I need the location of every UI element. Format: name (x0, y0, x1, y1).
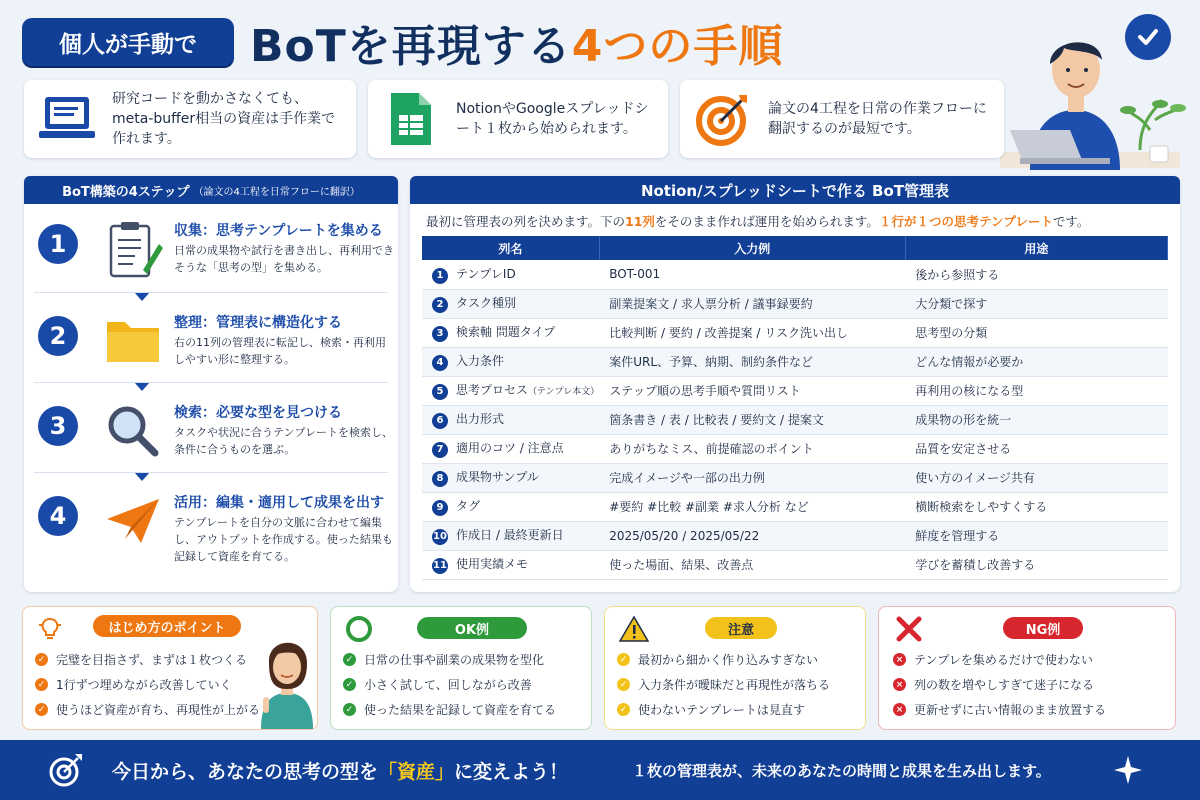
table-row (422, 405, 1168, 434)
cell-example: 比較判断 / 要約 / 改善提案 / リスク洗い出し (599, 318, 905, 347)
cell-purpose: 横断検索をしやすくする (905, 492, 1167, 521)
step-1 (24, 210, 398, 302)
title-accent: 4つの手順 (571, 21, 784, 72)
table-row (422, 260, 1168, 289)
list-item-text: 使うほど資産が育ち、再現性が上がる (56, 703, 261, 717)
caution-list (617, 647, 830, 722)
caution-tag: 注意 (705, 617, 777, 639)
divider (34, 292, 388, 293)
column-header: 列名 (422, 236, 599, 260)
cell-example: 副業提案文 / 求人票分析 / 議事録要約 (599, 289, 905, 318)
cell-column-name (422, 260, 599, 289)
list-item (617, 647, 830, 672)
cell-purpose: どんな情報が必要か (905, 347, 1167, 376)
table-row (422, 376, 1168, 405)
cell-column-name (422, 405, 599, 434)
list-item (617, 697, 830, 722)
spreadsheet-icon (380, 91, 442, 147)
row-number: 9 (432, 500, 448, 516)
cell-column-name (422, 521, 599, 550)
check-dot-icon: ✓ (35, 653, 48, 666)
step-title: 活用：編集・適用して成果を出す (174, 495, 384, 511)
row-number: 2 (432, 297, 448, 313)
cell-example: 箇条書き / 表 / 比較表 / 要約文 / 提案文 (599, 405, 905, 434)
x-dot-icon: × (893, 703, 906, 716)
table-row (422, 521, 1168, 550)
cell-purpose: 成果物の形を統一 (905, 405, 1167, 434)
column-name: 出力形式 (456, 412, 505, 426)
laptop-icon (36, 91, 98, 147)
ok-card (330, 606, 592, 730)
steps-panel-header (24, 176, 398, 204)
info-card-2-text: NotionやGoogleスプレッドシート１枚から始められます。 (456, 101, 649, 137)
list-item (343, 697, 556, 722)
step-title: 検索：必要な型を見つける (174, 405, 342, 421)
cell-column-name (422, 289, 599, 318)
paper-plane-icon (98, 490, 168, 552)
cell-example: 使った場面、結果、改善点 (599, 550, 905, 579)
cell-purpose: 鮮度を管理する (905, 521, 1167, 550)
cell-purpose: 大分類で探す (905, 289, 1167, 318)
footer-lead-highlight: 「資産」 (378, 760, 455, 783)
cell-purpose: 思考型の分類 (905, 318, 1167, 347)
step-arrow (134, 292, 150, 301)
step-title: 収集：思考テンプレートを集める (174, 223, 383, 239)
list-item-text: 完璧を目指さず、まずは１枚つくる (56, 653, 248, 667)
column-header: 用途 (905, 236, 1167, 260)
list-item (893, 647, 1106, 672)
footer-lead-text: に変えよう！ (454, 760, 569, 783)
column-name: 検索軸 問題タイプ (456, 325, 556, 339)
alert-dot-icon: ✓ (617, 653, 630, 666)
person-at-laptop-illustration (990, 20, 1190, 170)
step-desc: 右の11列の管理表に転記し、検索・再利用しやすい形に整理する。 (174, 336, 386, 366)
warning-icon (619, 615, 649, 647)
list-item-text: 1行ずつ埋めながら改善していく (56, 678, 232, 692)
cell-example: 完成イメージや一部の出力例 (599, 463, 905, 492)
column-name: タスク種別 (456, 296, 517, 310)
steps-panel-title: BoT構築の4ステップ (62, 184, 190, 200)
ng-card (878, 606, 1176, 730)
clipboard-icon (98, 218, 168, 280)
list-item (35, 672, 260, 697)
column-header: 入力例 (599, 236, 905, 260)
step-2 (24, 302, 398, 394)
divider (34, 382, 388, 383)
step-title: 整理：管理表に構造化する (174, 315, 342, 331)
x-dot-icon: × (893, 653, 906, 666)
table-header-row (422, 236, 1168, 260)
list-item (343, 647, 556, 672)
info-card-1 (24, 80, 356, 158)
check-dot-icon: ✓ (343, 703, 356, 716)
list-item (893, 697, 1106, 722)
column-name: 作成日 / 最終更新日 (456, 528, 564, 542)
list-item-text: 使わないテンプレートは見直す (638, 703, 805, 717)
magnifier-icon (98, 400, 168, 462)
list-item-text: 使った結果を記録して資産を育てる (364, 703, 557, 717)
circle-ok-icon (345, 615, 373, 647)
step-arrow (134, 382, 150, 391)
caution-card (604, 606, 866, 730)
page-title (250, 10, 783, 74)
row-number: 10 (432, 529, 448, 545)
template-table (422, 236, 1168, 580)
list-item (35, 697, 260, 722)
column-name: テンプレID (456, 266, 516, 281)
cell-column-name (422, 376, 599, 405)
table-row (422, 347, 1168, 376)
step-number: 4 (38, 496, 78, 536)
cell-column-name (422, 463, 599, 492)
column-name: 成果物サンプル (456, 470, 539, 484)
cell-column-name (422, 434, 599, 463)
list-item-text: 更新せずに古い情報のまま放置する (914, 703, 1107, 717)
row-number: 3 (432, 326, 448, 342)
cell-column-name (422, 318, 599, 347)
check-dot-icon: ✓ (343, 653, 356, 666)
list-item-text: 小さく試して、回しながら改善 (364, 678, 532, 692)
intro-text: をそのまま作れば運用を始められます。 (654, 214, 879, 229)
step-desc: テンプレートを自分の文脈に合わせて編集し、アウトプットを作成する。使った結果も記録して資産を育てる。 (174, 516, 393, 563)
tips-tag: はじめ方のポイント (93, 615, 241, 637)
footer-tail: １枚の管理表が、未来のあなたの時間と成果を生み出します。 (632, 761, 1051, 780)
folder-icon (98, 310, 168, 372)
row-number: 11 (432, 558, 448, 574)
alert-dot-icon: ✓ (617, 678, 630, 691)
column-name: 適用のコツ / 注意点 (456, 441, 564, 455)
intro-text: 最初に管理表の列を決めます。下の (426, 214, 626, 229)
woman-illustration (255, 627, 317, 733)
intro-highlight: 11列 (625, 214, 655, 229)
cell-purpose: 再利用の核になる型 (905, 376, 1167, 405)
list-item-text: 列の数を増やしすぎて迷子になる (914, 678, 1095, 692)
table-row (422, 289, 1168, 318)
check-dot-icon: ✓ (35, 678, 48, 691)
cell-example: ありがちなミス、前提確認のポイント (599, 434, 905, 463)
column-name: 入力条件 (456, 354, 505, 368)
alert-dot-icon: ✓ (617, 703, 630, 716)
list-item-text: 入力条件が曖昧だと再現性が落ちる (638, 678, 831, 692)
check-dot-icon: ✓ (35, 703, 48, 716)
cell-purpose: 後から参照する (905, 260, 1167, 289)
template-table-panel (410, 176, 1180, 592)
table-row (422, 463, 1168, 492)
info-card-3-text: 論文の4工程を日常の作業フローに翻訳するのが最短です。 (768, 101, 987, 137)
list-item (343, 672, 556, 697)
step-arrow (134, 472, 150, 481)
column-name: タグ (456, 499, 481, 513)
intro-highlight: １行が１つの思考テンプレート (878, 214, 1053, 229)
cell-example: 案件URL、予算、納期、制約条件など (599, 347, 905, 376)
cell-purpose: 学びを蓄積し改善する (905, 550, 1167, 579)
column-note: （テンプレ本文） (528, 387, 600, 397)
steps-panel-subtitle: （論文の4工程を日常フローに翻訳） (193, 186, 360, 198)
step-desc: タスクや状況に合うテンプレートを検索し、条件に合うものを選ぶ。 (174, 426, 394, 456)
row-number: 6 (432, 413, 448, 429)
list-item-text: テンプレを集めるだけで使わない (914, 653, 1093, 667)
title-main: BoTを再現する (250, 21, 572, 72)
row-number: 5 (432, 384, 448, 400)
target-icon (692, 91, 754, 147)
ok-tag: OK例 (417, 617, 527, 639)
intro-text: です。 (1052, 214, 1090, 229)
table-row (422, 434, 1168, 463)
step-desc: 日常の成果物や試行を書き出し、再利用できそうな「思考の型」を集める。 (174, 244, 394, 274)
cell-purpose: 品質を安定させる (905, 434, 1167, 463)
table-panel-header: Notion/スプレッドシートで作る BoT管理表 (410, 176, 1180, 204)
check-dot-icon: ✓ (343, 678, 356, 691)
info-card-2 (368, 80, 668, 158)
row-number: 4 (432, 355, 448, 371)
cell-example: 2025/05/20 / 2025/05/22 (599, 521, 905, 550)
step-number: 3 (38, 406, 78, 446)
list-item (617, 672, 830, 697)
cell-column-name (422, 347, 599, 376)
footer-banner (0, 740, 1200, 800)
cell-purpose: 使い方のイメージ共有 (905, 463, 1167, 492)
column-name: 思考プロセス (456, 383, 529, 397)
x-dot-icon: × (893, 678, 906, 691)
cross-icon (895, 615, 923, 647)
list-item-text: 日常の仕事や副業の成果物を型化 (364, 653, 545, 667)
row-number: 7 (432, 442, 448, 458)
footer-lead (112, 757, 568, 784)
table-row (422, 318, 1168, 347)
step-number: 2 (38, 316, 78, 356)
info-card-1-text: 研究コードを動かさなくても、meta-buffer相当の資産は手作業で作れます。 (112, 91, 336, 147)
tips-list (35, 647, 260, 722)
row-number: 1 (432, 268, 448, 284)
ng-tag: NG例 (1003, 617, 1083, 639)
list-item (35, 647, 260, 672)
cell-column-name (422, 492, 599, 521)
table-row (422, 492, 1168, 521)
cell-column-name (422, 550, 599, 579)
table-row (422, 550, 1168, 579)
divider (34, 472, 388, 473)
cell-example: BOT-001 (599, 260, 905, 289)
list-item (893, 672, 1106, 697)
cell-example: #要約 #比較 #副業 #求人分析 など (599, 492, 905, 521)
ng-list (893, 647, 1106, 722)
step-3 (24, 392, 398, 484)
row-number: 8 (432, 471, 448, 487)
cell-example: ステップ順の思考手順や質問リスト (599, 376, 905, 405)
column-name: 使用実績メモ (456, 557, 529, 571)
step-4 (24, 482, 398, 574)
info-card-3 (680, 80, 1004, 158)
tips-card (22, 606, 318, 730)
ok-list (343, 647, 556, 722)
title-badge: 個人が手動で (22, 18, 234, 66)
table-intro (426, 212, 1089, 230)
step-number: 1 (38, 224, 78, 264)
steps-panel (24, 176, 398, 592)
lightbulb-icon (37, 615, 63, 645)
list-item-text: 最初から細かく作り込みすぎない (638, 653, 819, 667)
sparkle-icon (1112, 754, 1144, 790)
target-icon (48, 752, 84, 792)
footer-lead-text: 今日から、あなたの思考の型を (112, 760, 379, 783)
